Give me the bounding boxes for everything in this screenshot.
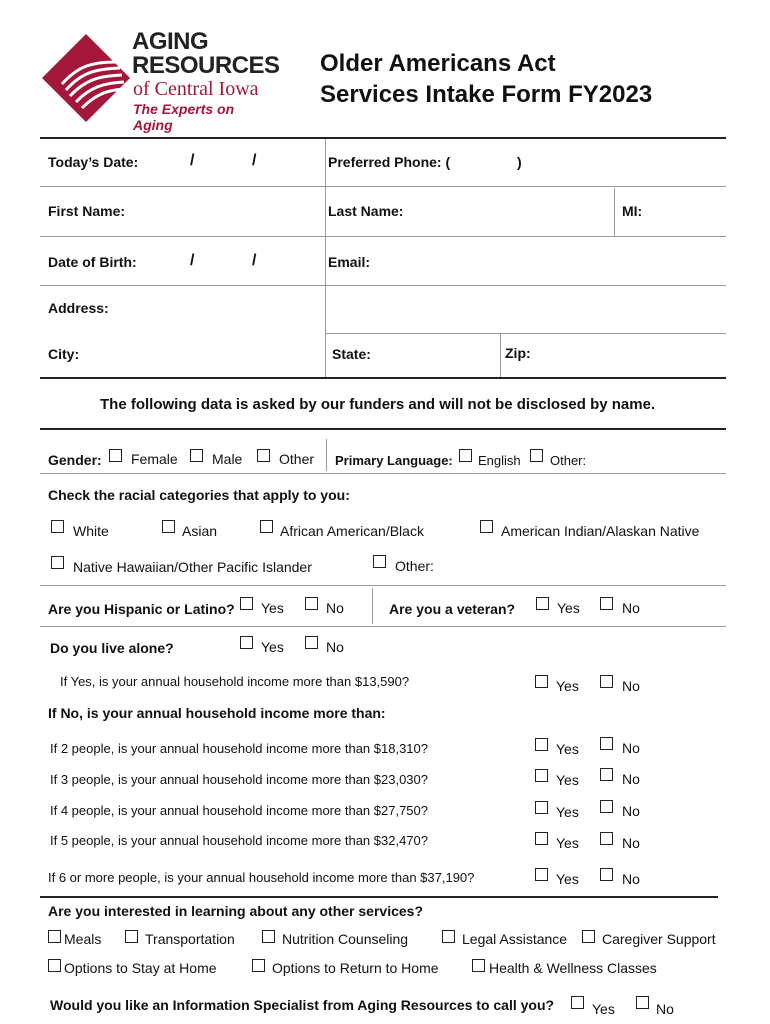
divider xyxy=(40,377,726,379)
income-question: If 6 or more people, is your annual household income more than $37,190? xyxy=(48,870,475,885)
service-legal-checkbox[interactable] xyxy=(442,930,455,943)
first-name-input[interactable] xyxy=(130,194,320,224)
race-african-american-label: African American/Black xyxy=(280,523,424,539)
income-alone-yes-checkbox[interactable] xyxy=(535,675,548,688)
service-meals-label: Meals xyxy=(64,931,102,947)
income-no-label: No xyxy=(622,835,640,851)
service-transportation-label: Transportation xyxy=(145,931,235,947)
date-slash: / xyxy=(252,252,257,269)
hispanic-yes-checkbox[interactable] xyxy=(240,597,253,610)
race-pacific-islander-label: Native Hawaiian/Other Pacific Islander xyxy=(73,559,312,575)
income-no-label: No xyxy=(622,740,640,756)
gender-other-label: Other xyxy=(279,451,315,467)
state-label: State: xyxy=(332,346,371,362)
veteran-no-checkbox[interactable] xyxy=(600,597,613,610)
hispanic-no-label: No xyxy=(326,600,344,616)
race-african-american-checkbox[interactable] xyxy=(260,520,273,533)
race-other-label: Other: xyxy=(395,558,434,574)
gender-female-checkbox[interactable] xyxy=(109,449,122,462)
veteran-no-label: No xyxy=(622,600,640,616)
language-english-checkbox[interactable] xyxy=(459,449,472,462)
service-return-home-checkbox[interactable] xyxy=(252,959,265,972)
income-4-no-checkbox[interactable] xyxy=(600,800,613,813)
last-name-label: Last Name: xyxy=(328,203,404,219)
email-label: Email: xyxy=(328,254,371,270)
income-no-label: No xyxy=(622,803,640,819)
race-white-checkbox[interactable] xyxy=(51,520,64,533)
income-yes-label: Yes xyxy=(556,804,579,820)
divider xyxy=(325,139,326,377)
divider xyxy=(40,285,726,286)
service-nutrition-label: Nutrition Counseling xyxy=(282,931,409,947)
income-4-yes-checkbox[interactable] xyxy=(535,801,548,814)
income-alone-no-label: No xyxy=(622,678,640,694)
divider xyxy=(40,236,726,237)
race-american-indian-label: American Indian/Alaskan Native xyxy=(501,523,700,539)
race-other-checkbox[interactable] xyxy=(373,555,386,568)
primary-language-label: Primary Language: xyxy=(335,453,453,468)
dob-label: Date of Birth: xyxy=(48,254,137,270)
service-transportation-checkbox[interactable] xyxy=(125,930,138,943)
date-slash: / xyxy=(252,152,257,169)
service-meals-checkbox[interactable] xyxy=(48,930,61,943)
last-name-input[interactable] xyxy=(410,194,610,224)
zip-label: Zip: xyxy=(505,345,531,361)
service-stay-home-checkbox[interactable] xyxy=(48,959,61,972)
gender-male-checkbox[interactable] xyxy=(190,449,203,462)
income-yes-label: Yes xyxy=(556,871,579,887)
mi-label: MI: xyxy=(622,203,643,219)
live-alone-no-checkbox[interactable] xyxy=(305,636,318,649)
divider xyxy=(40,626,726,627)
divider xyxy=(40,896,718,898)
phone-close-paren: ) xyxy=(517,154,522,170)
divider xyxy=(40,428,726,430)
disclaimer: The following data is asked by our funders and will not be disclosed by name. xyxy=(100,396,656,413)
hispanic-yes-label: Yes xyxy=(261,600,284,616)
divider xyxy=(372,588,373,624)
race-asian-label: Asian xyxy=(182,523,218,539)
city-label: City: xyxy=(48,346,80,362)
income-alone-no-checkbox[interactable] xyxy=(600,675,613,688)
income-2-no-checkbox[interactable] xyxy=(600,737,613,750)
gender-female-label: Female xyxy=(131,451,178,467)
income-2-yes-checkbox[interactable] xyxy=(535,738,548,751)
form-title-line2: Services Intake Form FY2023 xyxy=(320,81,653,108)
service-stay-home-label: Options to Stay at Home xyxy=(64,960,217,976)
income-alone-question: If Yes, is your annual household income more than $13,590? xyxy=(60,674,410,689)
logo-diamond-icon xyxy=(40,32,132,124)
language-other-label: Other: xyxy=(550,453,587,468)
logo-line2: RESOURCES xyxy=(132,52,280,79)
address-label: Address: xyxy=(48,300,109,316)
todays-date-label: Today’s Date: xyxy=(48,154,139,170)
race-american-indian-checkbox[interactable] xyxy=(480,520,493,533)
date-slash: / xyxy=(190,152,195,169)
first-name-label: First Name: xyxy=(48,203,126,219)
divider xyxy=(40,137,726,139)
address-input[interactable] xyxy=(112,292,720,322)
service-return-home-label: Options to Return to Home xyxy=(272,960,439,976)
service-caregiver-label: Caregiver Support xyxy=(602,931,716,947)
income-3-yes-checkbox[interactable] xyxy=(535,769,548,782)
language-other-checkbox[interactable] xyxy=(530,449,543,462)
gender-label: Gender: xyxy=(48,452,102,468)
veteran-yes-checkbox[interactable] xyxy=(536,597,549,610)
income-question: If 4 people, is your annual household income more than $27,750? xyxy=(50,803,428,818)
email-input[interactable] xyxy=(375,245,720,275)
income-question: If 5 people, is your annual household income more than $32,470? xyxy=(50,833,428,848)
service-nutrition-checkbox[interactable] xyxy=(262,930,275,943)
callback-question: Would you like an Information Specialist from Aging Resources to call you? xyxy=(50,997,555,1013)
date-slash: / xyxy=(190,252,195,269)
zip-input[interactable] xyxy=(535,337,720,369)
race-asian-checkbox[interactable] xyxy=(162,520,175,533)
veteran-yes-label: Yes xyxy=(557,600,580,616)
callback-no-checkbox[interactable] xyxy=(636,996,649,1009)
income-question: If 2 people, is your annual household income more than $18,310? xyxy=(50,741,428,756)
income-3-no-checkbox[interactable] xyxy=(600,768,613,781)
live-alone-no-label: No xyxy=(326,639,344,655)
income-yes-label: Yes xyxy=(556,741,579,757)
income-yes-label: Yes xyxy=(556,772,579,788)
form-title-line1: Older Americans Act xyxy=(320,50,556,77)
divider xyxy=(326,439,327,471)
service-legal-label: Legal Assistance xyxy=(462,931,568,947)
hispanic-question: Are you Hispanic or Latino? xyxy=(48,601,235,617)
divider xyxy=(40,585,726,586)
phone-input[interactable] xyxy=(465,146,720,176)
income-5-yes-checkbox[interactable] xyxy=(535,832,548,845)
callback-no-label: No xyxy=(656,1001,674,1017)
income-no-label: No xyxy=(622,771,640,787)
dob-input[interactable] xyxy=(145,245,320,275)
todays-date-input[interactable] xyxy=(140,146,320,176)
live-alone-yes-label: Yes xyxy=(261,639,284,655)
income-alone-yes-label: Yes xyxy=(556,678,579,694)
city-input[interactable] xyxy=(85,337,320,369)
service-wellness-checkbox[interactable] xyxy=(472,959,485,972)
divider xyxy=(614,188,615,236)
income-5-no-checkbox[interactable] xyxy=(600,832,613,845)
logo-line3: of Central Iowa xyxy=(133,78,259,100)
service-caregiver-checkbox[interactable] xyxy=(582,930,595,943)
race-prompt: Check the racial categories that apply to you: xyxy=(48,487,350,503)
preferred-phone-label: Preferred Phone: ( xyxy=(328,154,451,170)
callback-yes-checkbox[interactable] xyxy=(571,996,584,1009)
veteran-question: Are you a veteran? xyxy=(389,601,516,617)
live-alone-question: Do you live alone? xyxy=(50,640,174,656)
divider xyxy=(40,186,726,187)
mi-input[interactable] xyxy=(648,194,723,224)
race-pacific-islander-checkbox[interactable] xyxy=(51,556,64,569)
income-6-no-checkbox[interactable] xyxy=(600,868,613,881)
income-yes-label: Yes xyxy=(556,835,579,851)
income-no-header: If No, is your annual household income more than: xyxy=(48,705,386,721)
gender-male-label: Male xyxy=(212,451,243,467)
services-prompt: Are you interested in learning about any other services? xyxy=(48,903,423,919)
state-input[interactable] xyxy=(378,337,495,369)
hispanic-no-checkbox[interactable] xyxy=(305,597,318,610)
income-no-label: No xyxy=(622,871,640,887)
income-6-yes-checkbox[interactable] xyxy=(535,868,548,881)
divider xyxy=(500,333,501,377)
language-english-label: English xyxy=(478,453,521,468)
live-alone-yes-checkbox[interactable] xyxy=(240,636,253,649)
race-white-label: White xyxy=(73,523,109,539)
divider xyxy=(325,333,726,334)
logo xyxy=(40,28,280,133)
income-question: If 3 people, is your annual household income more than $23,030? xyxy=(50,772,428,787)
gender-other-checkbox[interactable] xyxy=(257,449,270,462)
service-wellness-label: Health & Wellness Classes xyxy=(489,960,657,976)
logo-line1: AGING xyxy=(132,28,209,55)
logo-tagline: The Experts on Aging xyxy=(133,101,235,133)
callback-yes-label: Yes xyxy=(592,1001,615,1017)
divider xyxy=(40,473,726,474)
